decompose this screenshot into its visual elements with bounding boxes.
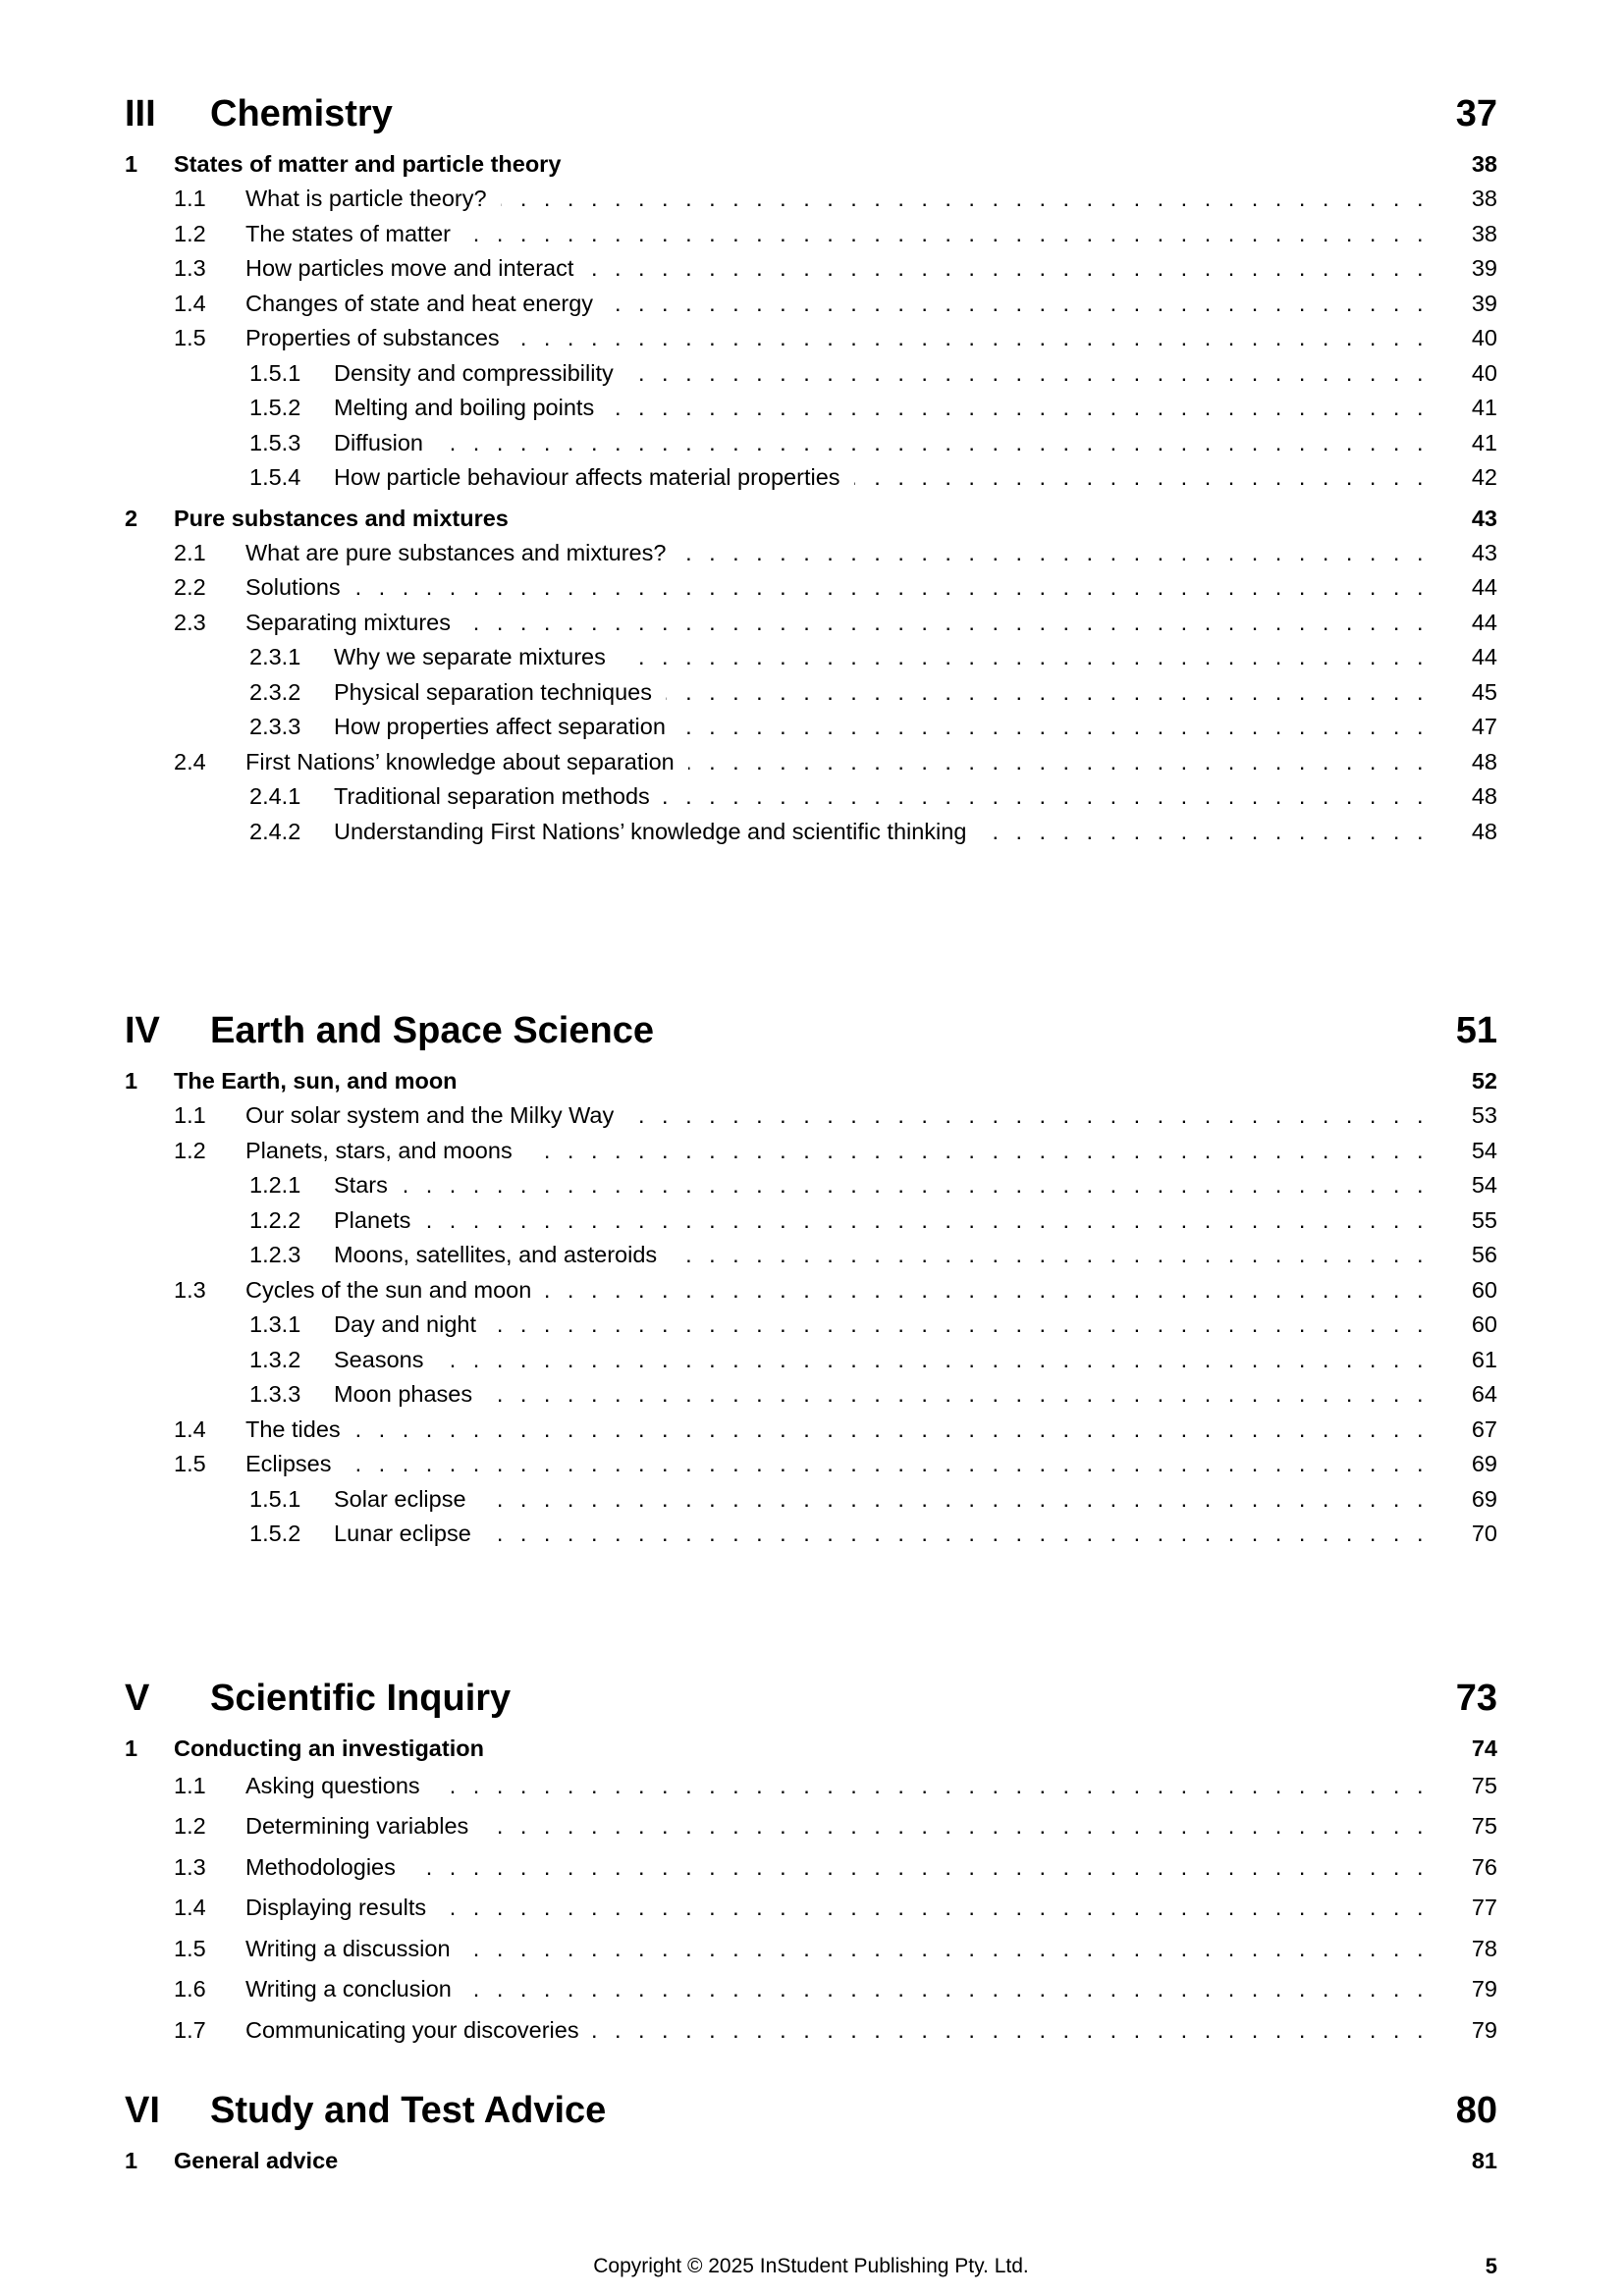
entry-title: Planets, stars, and moons: [245, 1137, 513, 1163]
toc-iii-entry-1-5-2[interactable]: [125, 391, 1497, 426]
entry-page-number: 74: [1471, 1735, 1497, 1761]
entry-number: 1.3.2: [249, 1346, 301, 1372]
entry-title: Day and night: [334, 1311, 477, 1337]
entry-number: 2.4.1: [249, 783, 301, 809]
dot-leader: [480, 1482, 1440, 1518]
dot-leader: [485, 1517, 1440, 1552]
toc-iii-entry-1[interactable]: [125, 146, 1497, 182]
toc-v-entry-1-5[interactable]: [125, 1929, 1497, 1970]
toc-iii-entry-2-3-3[interactable]: [125, 710, 1497, 745]
dot-leader: [409, 1847, 1440, 1889]
entry-page-number: 70: [1471, 1521, 1497, 1546]
toc-iii-entry-1-5-1[interactable]: [125, 356, 1497, 392]
toc-iv-entry-1-2-3[interactable]: [125, 1238, 1497, 1273]
entry-title: Methodologies: [245, 1853, 396, 1880]
entry-page-number: 56: [1471, 1242, 1497, 1267]
toc-v-entry-1-7[interactable]: [125, 2010, 1497, 2052]
dot-leader: [664, 779, 1440, 815]
toc-iii-entry-1-2[interactable]: [125, 217, 1497, 252]
toc-iv-entry-1-2[interactable]: [125, 1134, 1497, 1169]
entry-page-number: 48: [1471, 783, 1497, 809]
entry-page-number: 39: [1471, 290, 1497, 316]
toc-iv-entry-1-3-2[interactable]: [125, 1343, 1497, 1378]
entry-title: Moon phases: [334, 1381, 473, 1407]
part-page-number: 80: [1455, 2090, 1497, 2131]
part-items: [125, 1731, 1497, 2052]
entry-number: 1.3: [174, 1853, 206, 1880]
toc-part-heading[interactable]: [125, 1676, 1497, 1721]
entry-title: How properties affect separation: [334, 714, 666, 739]
entry-number: 1.3: [174, 255, 206, 281]
entry-page-number: 64: [1471, 1381, 1497, 1407]
part-title: Study and Test Advice: [210, 2090, 607, 2131]
entry-title: Understanding First Nations’ knowledge and scientific thinking: [334, 818, 967, 844]
entry-title: Displaying results: [245, 1895, 427, 1920]
dot-leader: [666, 675, 1440, 711]
entry-title: Stars: [334, 1172, 388, 1198]
entry-number: 1.4: [174, 1895, 206, 1920]
toc-iii-entry-1-5-4[interactable]: [125, 460, 1497, 496]
entry-title: Solutions: [245, 574, 341, 600]
entry-title: Eclipses: [245, 1451, 332, 1476]
toc-iii-entry-2-4-1[interactable]: [125, 779, 1497, 815]
entry-title: Traditional separation methods: [334, 783, 650, 809]
toc-v-entry-1-2[interactable]: [125, 1806, 1497, 1847]
toc-iv-entry-1-1[interactable]: [125, 1098, 1497, 1134]
toc-iii-entry-2-3-2[interactable]: [125, 675, 1497, 711]
entry-number: 1: [125, 151, 138, 177]
entry-title: Planets: [334, 1206, 411, 1233]
entry-number: 2.4: [174, 748, 206, 774]
entry-number: 2.2: [174, 574, 206, 600]
dot-leader: [627, 1098, 1440, 1134]
entry-number: 1.2: [174, 220, 206, 246]
toc-iii-entry-2-4-2[interactable]: [125, 815, 1497, 850]
entry-title: Seasons: [334, 1346, 424, 1372]
entry-title: The states of matter: [245, 220, 451, 246]
dot-leader: [464, 606, 1440, 641]
entry-title: Diffusion: [334, 429, 424, 455]
entry-page-number: 69: [1471, 1451, 1497, 1476]
toc-iv-entry-1-5-2[interactable]: [125, 1517, 1497, 1552]
entry-page-number: 77: [1471, 1895, 1497, 1920]
entry-page-number: 53: [1471, 1102, 1497, 1128]
entry-number: 1.1: [174, 1772, 206, 1798]
dot-leader: [514, 321, 1440, 356]
dot-leader: [354, 570, 1440, 606]
dot-leader: [980, 815, 1440, 850]
dot-leader: [424, 1203, 1440, 1239]
toc-iv-entry-1-3-1[interactable]: [125, 1308, 1497, 1343]
dot-leader: [354, 1413, 1440, 1448]
entry-title: Asking questions: [245, 1772, 420, 1798]
toc-v-entry-1-6[interactable]: [125, 1969, 1497, 2010]
entry-page-number: 48: [1471, 748, 1497, 774]
entry-number: 1.1: [174, 186, 206, 211]
entry-number: 1.3.1: [249, 1311, 301, 1337]
entry-page-number: 38: [1471, 220, 1497, 246]
part-items: [125, 2143, 1497, 2178]
toc-iv-entry-1-2-1[interactable]: [125, 1168, 1497, 1203]
entry-page-number: 76: [1471, 1853, 1497, 1880]
dot-leader: [464, 1929, 1440, 1970]
entry-page-number: 67: [1471, 1415, 1497, 1442]
part-title: Earth and Space Science: [210, 1010, 654, 1051]
toc-iii-entry-2-3-1[interactable]: [125, 640, 1497, 675]
entry-page-number: 43: [1471, 505, 1497, 531]
entry-title: The tides: [245, 1415, 341, 1442]
page-footer: [125, 2253, 1497, 2280]
part-number: VI: [125, 2090, 160, 2131]
entry-title: How particles move and interact: [245, 255, 574, 281]
part-number: III: [125, 93, 156, 134]
entry-page-number: 60: [1471, 1311, 1497, 1337]
entry-page-number: 47: [1471, 714, 1497, 739]
entry-title: How particle behaviour affects material properties: [334, 464, 840, 490]
entry-number: 1: [125, 1068, 138, 1094]
entry-number: 1.5.4: [249, 464, 301, 490]
toc-part-v: [125, 1676, 1497, 2052]
entry-number: 1.4: [174, 1415, 206, 1442]
entry-title: First Nations’ knowledge about separation: [245, 748, 675, 774]
toc-part-iv: [125, 1008, 1497, 1552]
entry-page-number: 40: [1471, 359, 1497, 386]
entry-page-number: 42: [1471, 464, 1497, 490]
dot-leader: [671, 1238, 1440, 1273]
toc-iii-entry-1-3[interactable]: [125, 251, 1497, 287]
dot-leader: [526, 1134, 1440, 1169]
toc-iv-entry-1-4[interactable]: [125, 1413, 1497, 1448]
entry-page-number: 75: [1471, 1813, 1497, 1839]
entry-number: 2.3.2: [249, 678, 301, 705]
dot-leader: [679, 536, 1440, 571]
part-items: [125, 1063, 1497, 1552]
toc-part-vi: [125, 2088, 1497, 2178]
entry-title: Moons, satellites, and asteroids: [334, 1242, 658, 1267]
footer-page-number: 5: [1485, 2254, 1497, 2278]
entry-number: 1.5.2: [249, 1521, 301, 1546]
entry-page-number: 45: [1471, 678, 1497, 705]
dot-leader: [607, 287, 1440, 322]
dot-leader: [688, 745, 1440, 780]
entry-page-number: 44: [1471, 574, 1497, 600]
toc-iv-entry-1-2-2[interactable]: [125, 1203, 1497, 1239]
dot-leader: [346, 1447, 1440, 1482]
entry-title: Writing a conclusion: [245, 1976, 452, 2002]
toc-v-entry-1-3[interactable]: [125, 1847, 1497, 1889]
toc-iv-entry-1-3-3[interactable]: [125, 1377, 1497, 1413]
entry-page-number: 54: [1471, 1172, 1497, 1198]
entry-number: 1.5.1: [249, 359, 301, 386]
entry-page-number: 69: [1471, 1485, 1497, 1512]
toc-iii-entry-2-4[interactable]: [125, 745, 1497, 780]
entry-title: Separating mixtures: [245, 609, 451, 635]
entry-title: Physical separation techniques: [334, 678, 652, 705]
entry-title: Pure substances and mixtures: [174, 505, 509, 531]
toc-iii-entry-2-3[interactable]: [125, 606, 1497, 641]
entry-page-number: 79: [1471, 2016, 1497, 2043]
dot-leader: [486, 1377, 1440, 1413]
entry-page-number: 39: [1471, 255, 1497, 281]
toc-v-entry-1-4[interactable]: [125, 1888, 1497, 1929]
toc-iii-entry-1-5[interactable]: [125, 321, 1497, 356]
toc-iv-entry-1-3[interactable]: [125, 1273, 1497, 1308]
entry-number: 1.5: [174, 1935, 206, 1961]
dot-leader: [465, 1969, 1440, 2010]
entry-page-number: 41: [1471, 395, 1497, 420]
part-number: V: [125, 1677, 150, 1719]
entry-number: 2.1: [174, 539, 206, 565]
part-page-number: 37: [1455, 93, 1497, 134]
entry-page-number: 75: [1471, 1772, 1497, 1798]
entry-title: Our solar system and the Milky Way: [245, 1102, 615, 1128]
dot-leader: [679, 710, 1440, 745]
toc-iv-entry-1-5-1[interactable]: [125, 1482, 1497, 1518]
dot-leader: [437, 1343, 1440, 1378]
entry-number: 1.2.2: [249, 1206, 301, 1233]
dot-leader: [440, 1888, 1440, 1929]
dot-leader: [545, 1273, 1440, 1308]
dot-leader: [608, 391, 1440, 426]
entry-number: 1.5.3: [249, 429, 301, 455]
toc-part-heading[interactable]: [125, 2088, 1497, 2133]
dot-leader: [501, 182, 1440, 217]
toc-iii-entry-1-1[interactable]: [125, 182, 1497, 217]
entry-number: 1.2.1: [249, 1172, 301, 1198]
dot-leader: [434, 1766, 1440, 1807]
entry-page-number: 38: [1471, 186, 1497, 211]
entry-number: 1.2: [174, 1813, 206, 1839]
entry-number: 1.5.2: [249, 395, 301, 420]
part-title: Chemistry: [210, 93, 393, 134]
entry-page-number: 81: [1471, 2148, 1497, 2173]
entry-number: 2.4.2: [249, 818, 301, 844]
entry-title: States of matter and particle theory: [174, 151, 562, 177]
part-title: Scientific Inquiry: [210, 1677, 512, 1719]
toc-iii-entry-1-4[interactable]: [125, 287, 1497, 322]
entry-title: Solar eclipse: [334, 1485, 466, 1512]
dot-leader: [587, 251, 1440, 287]
footer-copyright: Copyright © 2025 InStudent Publishing Pty. Ltd.: [593, 2255, 1029, 2277]
entry-number: 1.4: [174, 290, 206, 316]
entry-page-number: 41: [1471, 429, 1497, 455]
toc-iii-entry-1-5-3[interactable]: [125, 426, 1497, 461]
toc-vi-entry-1[interactable]: [125, 2143, 1497, 2178]
entry-number: 2.3.3: [249, 714, 301, 739]
entry-page-number: 79: [1471, 1976, 1497, 2002]
toc-iii-entry-2[interactable]: [125, 501, 1497, 536]
entry-page-number: 48: [1471, 818, 1497, 844]
entry-page-number: 44: [1471, 609, 1497, 635]
toc-iv-entry-1[interactable]: [125, 1063, 1497, 1098]
part-number: IV: [125, 1010, 160, 1051]
entry-title: General advice: [174, 2148, 339, 2173]
entry-title: Properties of substances: [245, 325, 500, 350]
entry-page-number: 78: [1471, 1935, 1497, 1961]
entry-title: Density and compressibility: [334, 359, 614, 386]
toc-v-entry-1[interactable]: [125, 1731, 1497, 1766]
dot-leader: [437, 426, 1440, 461]
entry-page-number: 60: [1471, 1276, 1497, 1303]
entry-title: Cycles of the sun and moon: [245, 1276, 532, 1303]
part-items: [125, 146, 1497, 849]
toc-iv-entry-1-5[interactable]: [125, 1447, 1497, 1482]
entry-page-number: 38: [1471, 151, 1497, 177]
entry-page-number: 55: [1471, 1206, 1497, 1233]
dot-leader: [593, 2010, 1440, 2052]
dot-leader: [490, 1308, 1440, 1343]
entry-title: Determining variables: [245, 1813, 469, 1839]
entry-number: 1.2: [174, 1137, 206, 1163]
dot-leader: [627, 356, 1440, 392]
dot-leader: [482, 1806, 1440, 1847]
entry-title: The Earth, sun, and moon: [174, 1068, 458, 1094]
dot-leader: [854, 460, 1440, 496]
entry-title: Conducting an investigation: [174, 1735, 484, 1761]
entry-title: Changes of state and heat energy: [245, 290, 594, 316]
toc-v-entry-1-1[interactable]: [125, 1766, 1497, 1807]
toc-part-iii: [125, 91, 1497, 849]
toc-part-heading[interactable]: [125, 1008, 1497, 1053]
entry-title: What are pure substances and mixtures?: [245, 539, 667, 565]
dot-leader: [402, 1168, 1440, 1203]
toc-iii-entry-2-2[interactable]: [125, 570, 1497, 606]
entry-number: 1: [125, 1735, 138, 1761]
toc: [125, 91, 1497, 2178]
entry-page-number: 61: [1471, 1346, 1497, 1372]
entry-page-number: 54: [1471, 1137, 1497, 1163]
entry-number: 1.3: [174, 1276, 206, 1303]
entry-number: 1.5: [174, 325, 206, 350]
entry-page-number: 40: [1471, 325, 1497, 350]
entry-title: Melting and boiling points: [334, 395, 595, 420]
entry-number: 1.2.3: [249, 1242, 301, 1267]
entry-title: Lunar eclipse: [334, 1521, 471, 1546]
entry-title: Writing a discussion: [245, 1935, 451, 1961]
entry-number: 1.5.1: [249, 1485, 301, 1512]
entry-number: 2: [125, 505, 138, 531]
toc-part-heading[interactable]: [125, 91, 1497, 136]
entry-number: 1.5: [174, 1451, 206, 1476]
toc-iii-entry-2-1[interactable]: [125, 536, 1497, 571]
entry-page-number: 43: [1471, 539, 1497, 565]
entry-page-number: 52: [1471, 1068, 1497, 1094]
part-page-number: 73: [1455, 1677, 1497, 1719]
entry-title: What is particle theory?: [245, 186, 487, 211]
entry-number: 2.3: [174, 609, 206, 635]
entry-title: Why we separate mixtures: [334, 644, 606, 669]
entry-number: 1.3.3: [249, 1381, 301, 1407]
entry-number: 1.6: [174, 1976, 206, 2002]
dot-leader: [620, 640, 1440, 675]
dot-leader: [464, 217, 1440, 252]
entry-number: 1.1: [174, 1102, 206, 1128]
entry-number: 1.7: [174, 2016, 206, 2043]
part-page-number: 51: [1455, 1010, 1497, 1051]
entry-number: 2.3.1: [249, 644, 301, 669]
entry-number: 1: [125, 2148, 138, 2173]
entry-page-number: 44: [1471, 644, 1497, 669]
entry-title: Communicating your discoveries: [245, 2016, 579, 2043]
